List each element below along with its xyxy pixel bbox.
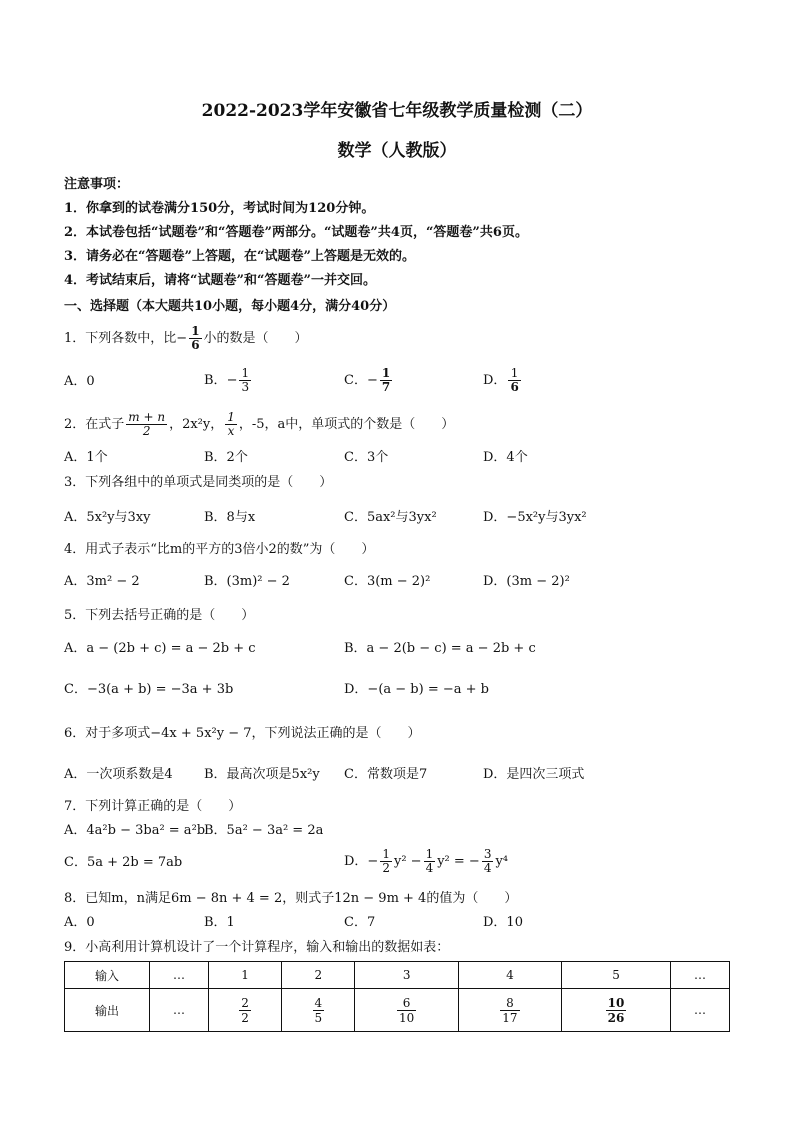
question-5-stem: 5．下列去括号正确的是（ ） <box>64 608 255 623</box>
fraction-denominator: 6 <box>191 338 200 352</box>
fraction-numerator: 4 <box>314 995 323 1010</box>
fraction-numerator: 3 <box>483 847 492 861</box>
question-2-stem-pre: 2．在式子 <box>64 417 125 432</box>
question-2-option-b: B．2个 <box>204 450 248 465</box>
fraction-denominator: 4 <box>425 861 434 875</box>
table-cell-output <box>208 989 281 1032</box>
output-fraction <box>500 996 519 1025</box>
output-fraction <box>313 996 325 1025</box>
question-3-option-c: C．5ax²与3yx² <box>344 510 437 525</box>
option-label: B． <box>204 373 227 388</box>
table-cell-input: 5 <box>562 962 671 989</box>
fraction-denominator: 3 <box>241 380 250 394</box>
question-2-fraction-1 <box>126 411 167 438</box>
option-fraction <box>508 367 520 394</box>
question-3-option-d: D．−5x²y与3yx² <box>483 510 587 525</box>
exam-title: 2022-2023学年安徽省七年级教学质量检测（二） <box>201 101 593 121</box>
question-5-option-d: D．−(a − b) = −a + b <box>344 682 489 697</box>
fraction-numerator: 1 <box>241 366 250 380</box>
question-4-option-b: B．(3m)² − 2 <box>204 574 290 589</box>
question-2-option-c: C．3个 <box>344 450 389 465</box>
option-sign: − <box>366 373 378 388</box>
table-cell-output <box>282 989 355 1032</box>
question-4-option-d: D．(3m − 2)² <box>483 574 570 589</box>
fraction-denominator: 2 <box>382 861 390 875</box>
table-cell-output <box>562 989 671 1032</box>
question-1-option-b <box>204 364 253 398</box>
question-4-stem: 4．用式子表示“比m的平方的3倍小2的数”为（ ） <box>64 542 375 557</box>
exam-subtitle: 数学（人教版） <box>337 141 457 161</box>
question-1-stem-pre: 1．下列各数中，比 <box>64 331 177 346</box>
question-8-option-c: C．7 <box>344 915 376 930</box>
question-1-option-c <box>344 364 394 398</box>
question-6-option-c: C．常数项是7 <box>344 767 428 782</box>
question-6-option-d: D．是四次三项式 <box>483 767 585 782</box>
output-fraction <box>606 996 627 1025</box>
option-label: D． <box>483 373 507 388</box>
question-1-fraction <box>189 325 201 352</box>
table-cell-output-label: 输出 <box>65 989 150 1032</box>
output-fraction <box>397 996 416 1025</box>
fraction-numerator: 1 <box>508 367 520 381</box>
option-fraction-1 <box>380 848 392 875</box>
table-cell-ellipsis: … <box>150 962 209 989</box>
table-cell-input: 1 <box>208 962 281 989</box>
question-6-option-a: A．一次项系数是4 <box>64 767 173 782</box>
fraction-numerator: 1 <box>425 847 434 861</box>
fraction-numerator: 6 <box>397 996 416 1011</box>
question-1-option-a: A．0 <box>64 374 95 389</box>
fraction-denominator: 2 <box>142 424 151 438</box>
note-item-2: 2．本试卷包括“试题卷”和“答题卷”两部分。“试题卷”共4页，“答题卷”共6页。 <box>64 225 528 240</box>
fraction-numerator: 10 <box>607 995 625 1010</box>
fraction-numerator: 1 <box>227 410 235 424</box>
option-label: D．− <box>344 854 379 869</box>
fraction-denominator: 26 <box>607 1010 625 1025</box>
question-2-option-d: D．4个 <box>483 450 528 465</box>
question-7-option-a: A．4a²b − 3ba² = a²b <box>64 823 206 838</box>
question-2-stem <box>64 408 454 442</box>
fraction-numerator: 8 <box>500 996 519 1011</box>
table-cell-output <box>458 989 561 1032</box>
note-item-1: 1．你拿到的试卷满分150分，考试时间为120分钟。 <box>64 201 375 216</box>
question-2-fraction-2 <box>225 411 237 438</box>
fraction-numerator: 2 <box>241 995 249 1010</box>
question-1-stem <box>64 324 308 354</box>
section-heading-choice: 一、选择题（本大题共10小题，每小题4分，满分40分） <box>64 299 396 314</box>
fraction-numerator: 1 <box>191 324 200 338</box>
option-fraction <box>380 367 392 394</box>
question-7-option-d <box>344 845 508 879</box>
note-item-3: 3．请务必在“答题卷”上答题，在“试题卷”上答题是无效的。 <box>64 249 415 264</box>
question-3-option-a: A．5x²y与3xy <box>64 510 151 525</box>
fraction-numerator: 1 <box>381 366 391 380</box>
question-8-option-a: A．0 <box>64 915 95 930</box>
question-1-stem-post: 小的数是（ ） <box>203 331 308 346</box>
table-cell-input: 3 <box>355 962 458 989</box>
question-5-option-a: A．a − (2b + c) = a − 2b + c <box>64 641 256 656</box>
fraction-denominator: 10 <box>398 1010 415 1025</box>
table-cell-ellipsis: … <box>670 962 729 989</box>
table-cell-ellipsis: … <box>670 989 729 1032</box>
question-3-stem: 3．下列各组中的单项式是同类项的是（ ） <box>64 475 333 490</box>
question-6-stem: 6．对于多项式−4x + 5x²y − 7，下列说法正确的是（ ） <box>64 726 421 741</box>
question-4-option-a: A．3m² − 2 <box>64 574 140 589</box>
option-fraction <box>239 367 251 394</box>
fraction-denominator: 4 <box>483 861 492 875</box>
notes-heading: 注意事项： <box>64 177 130 192</box>
fraction-numerator: 1 <box>382 847 390 861</box>
question-4-option-c: C．3(m − 2)² <box>344 574 431 589</box>
output-fraction <box>239 996 251 1025</box>
question-8-option-b: B．1 <box>204 915 235 930</box>
option-label: C． <box>344 373 367 388</box>
question-1-option-d <box>483 364 523 398</box>
question-7-option-b: B．5a² − 3a² = 2a <box>204 823 324 838</box>
question-9-stem: 9．小高利用计算机设计了一个计算程序，输入和输出的数据如表： <box>64 940 450 955</box>
table-cell-output <box>355 989 458 1032</box>
option-fraction-2 <box>424 848 436 875</box>
table-cell-input-label: 输入 <box>65 962 150 989</box>
question-2-option-a: A．1个 <box>64 450 108 465</box>
question-3-option-b: B．8与x <box>204 510 256 525</box>
table-row-output <box>65 989 730 1032</box>
option-sign: − <box>226 373 238 388</box>
question-5-option-c: C．−3(a + b) = −3a + 3b <box>64 682 234 697</box>
option-term: y⁴ <box>495 854 509 869</box>
table-cell-input: 2 <box>282 962 355 989</box>
question-2-stem-mid: ，2x²y， <box>169 417 224 432</box>
question-7-stem: 7．下列计算正确的是（ ） <box>64 799 242 814</box>
question-8-stem: 8．已知m，n满足6m − 8n + 4 = 2，则式子12n − 9m + 4的值为（ ） <box>64 891 518 906</box>
table-row-input <box>65 962 730 989</box>
fraction-denominator: 6 <box>510 380 519 394</box>
option-fraction-3 <box>482 848 494 875</box>
note-item-4: 4．考试结束后，请将“试题卷”和“答题卷”一并交回。 <box>64 273 376 288</box>
option-term: y² = − <box>437 854 480 869</box>
question-8-option-d: D．10 <box>483 915 523 930</box>
question-7-option-c: C．5a + 2b = 7ab <box>64 855 183 870</box>
fraction-denominator: 2 <box>241 1010 249 1025</box>
option-term: y² − <box>393 854 422 869</box>
io-table <box>64 961 730 1032</box>
table-cell-ellipsis: … <box>150 989 209 1032</box>
table-cell-input: 4 <box>458 962 561 989</box>
fraction-denominator: 7 <box>381 380 391 394</box>
question-5-option-b: B．a − 2(b − c) = a − 2b + c <box>344 641 536 656</box>
question-2-stem-post: ，-5，a中，单项式的个数是（ ） <box>238 417 455 432</box>
question-1-sign: − <box>176 331 188 346</box>
fraction-denominator: x <box>227 424 235 438</box>
fraction-denominator: 5 <box>314 1010 323 1025</box>
fraction-numerator: m + n <box>128 410 166 424</box>
fraction-denominator: 17 <box>502 1010 518 1025</box>
question-6-option-b: B．最高次项是5x²y <box>204 767 320 782</box>
